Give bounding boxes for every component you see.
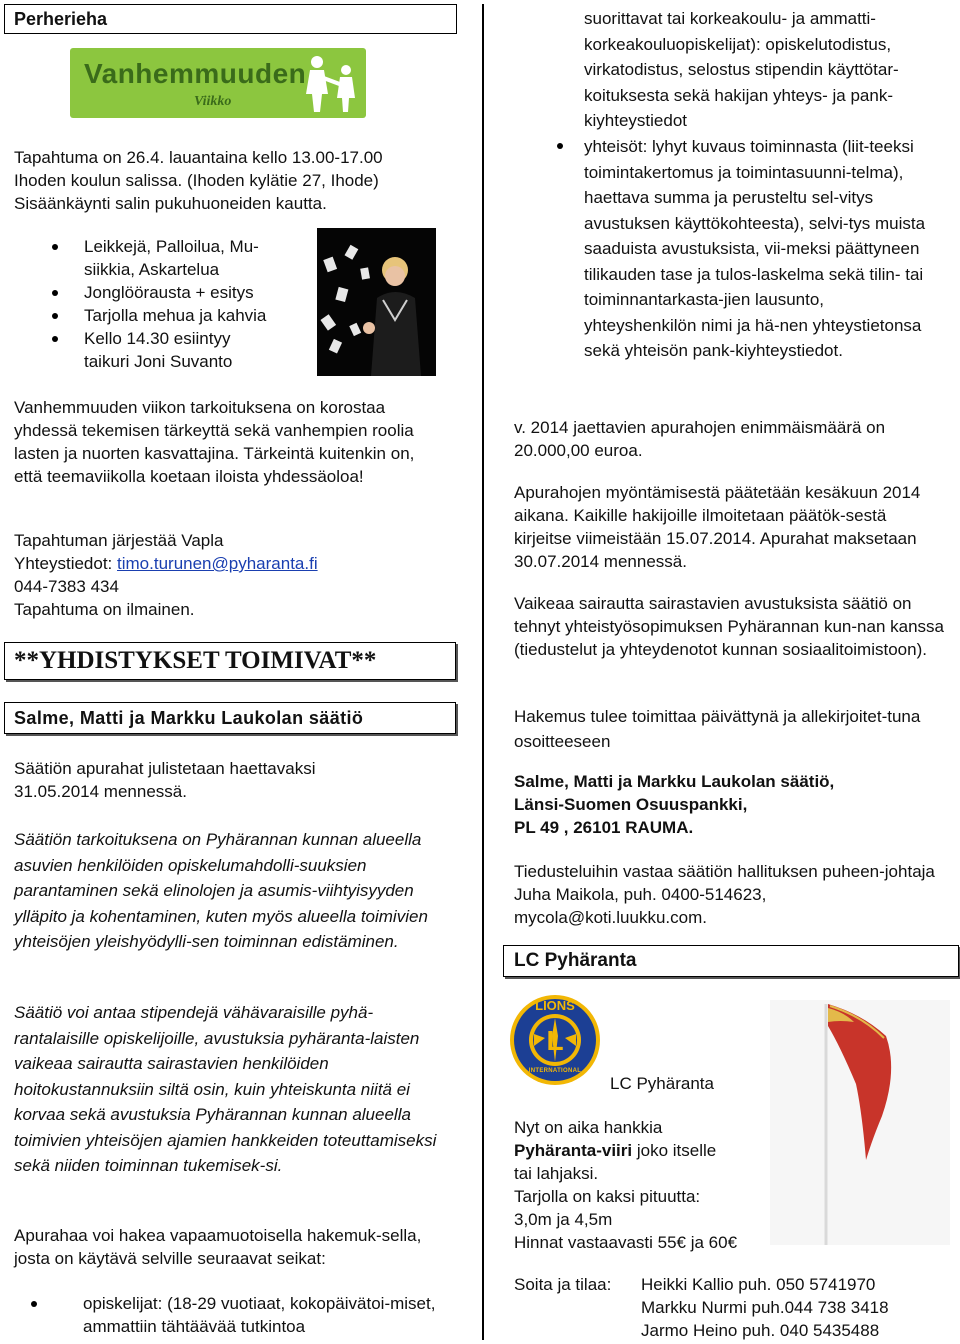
offer-line: Tarjolla on kaksi pituutta: — [514, 1187, 701, 1206]
offer-line: Hinnat vastaavasti 55€ ja 60€ — [514, 1233, 738, 1252]
list-item: Leikkejä, Palloilua, Mu-siikkia, Askartelua — [14, 235, 289, 281]
saatio-heading-box — [4, 702, 456, 734]
illness-agreement: Vaikeaa sairautta sairastavien avustuksista säätiö on tehnyt yhteistyösopimuksen Pyhärannan kun-nan kanssa (tiedustelut ja yhteydenotot kunnan sosiaalitoimistoon). — [514, 594, 944, 659]
contact-line: Yhteystiedot: timo.turunen@pyharanta.fi — [14, 554, 318, 573]
organizer: Tapahtuman järjestää Vapla — [14, 531, 224, 550]
lions-heading-box — [503, 945, 959, 977]
lions-logo — [509, 994, 601, 1086]
submit-info: Hakemus tulee toimittaa päivättynä ja allekirjoitet-tuna osoitteeseen — [514, 707, 921, 751]
list-item: Jonglöörausta + esitys — [14, 281, 309, 304]
event-program — [14, 235, 309, 373]
offer-line: Pyhäranta-viiri joko itselle — [514, 1141, 717, 1160]
contact-email-link[interactable]: timo.turunen@pyharanta.fi — [117, 554, 318, 573]
organizer-info — [14, 529, 454, 621]
saatio-heading: Salme, Matti ja Markku Laukolan säätiö — [14, 708, 364, 728]
lions-logo-bottom: INTERNATIONAL — [528, 1068, 582, 1074]
offer-line: 3,0m ja 4,5m — [514, 1210, 613, 1229]
contact-row — [514, 1319, 954, 1342]
list-item: opiskelijat: (18-29 vuotiaat, kokopäivätoi-miset, ammattiin tähtäävää tutkintoa — [4, 1292, 444, 1338]
order-contacts — [514, 1273, 954, 1342]
logo-subtitle: Viikko — [194, 94, 232, 109]
logo-title: Vanhemmuuden — [84, 58, 307, 89]
postal-address — [514, 770, 944, 839]
pennant-offer — [514, 1116, 814, 1254]
list-item: yhteisöt: lyhyt kuvaus toiminnasta (liit-teeksi toimintakertomus ja toimintasuunni-telma), haettava summa ja perusteltu sel-vitys avustuksen käyttökohteesta), selvi-tys muista saaduista avustuksista, vii-meksi päättyneen tilikauden tase ja tulos-laskelma sekä tilin- tai toiminnantarkasta-jien lausunto, yhteyshenkilön nimi ja hä-nen yhteystietonsa sekä yhteisön pank-kiyhteystiedot. — [530, 134, 950, 364]
event-line: Tapahtuma on 26.4. lauantaina kello 13.00-17.00 — [14, 148, 383, 167]
offer-line: tai lahjaksi. — [514, 1164, 599, 1183]
saatio-grants: Säätiö voi antaa stipendejä vähävaraisille pyhä-rantalaisille opiskelijoille, avustuksia pyhäranta-laisten vaikeaa sairautta sairastavien henkilöiden hoitokustannuksiin siltä osin, kuin yhteiskunta niitä ei korvaa sekä avustuksia Pyhärannan kunnan alueella toimivien yhteisöjen ajamien hankkeiden toteuttamiseksi sekä niiden toiminnan tukemisek-si. — [14, 1003, 437, 1175]
phone: 044-7383 434 — [14, 577, 119, 596]
address-line: Salme, Matti ja Markku Laukolan säätiö, — [514, 772, 835, 791]
order-label: Soita ja tilaa: — [514, 1275, 612, 1294]
saatio-announce: Säätiön apurahat julistetaan haettavaksi 31.05.2014 mennessä. — [14, 759, 316, 801]
list-item: Tarjolla mehua ja kahvia — [14, 304, 309, 327]
contact-row — [514, 1296, 954, 1319]
lions-logo-letter: L — [546, 1025, 564, 1056]
magician-photo — [317, 228, 436, 376]
students-bullet-start — [4, 1292, 444, 1344]
column-divider — [482, 4, 484, 1340]
grant-decision: Apurahojen myöntämisestä päätetään kesäkuun 2014 aikana. Kaikille hakijoille ilmoitetaan päätök-sestä kirjeitse viimeistään 15.07.2014. Apurahat maksetaan 30.07.2014 mennessä. — [514, 483, 921, 571]
magician-icon — [317, 228, 436, 376]
vanhemmuuden-logo — [70, 48, 366, 118]
free-note: Tapahtuma on ilmainen. — [14, 600, 195, 619]
product-name: Pyhäranta-viiri — [514, 1141, 633, 1160]
students-bullet-continued: suorittavat tai korkeakoulu- ja ammatti-korkeakouluopiskelijat): opiskelutodistus, virkatodistus, selostus stipendin käyttötar-koituksesta sekä hakijan yhteys- ja pank-kiyhteystiedot — [584, 9, 899, 130]
offer-line: Nyt on aika hankkia — [514, 1118, 663, 1137]
perherieha-heading: Perherieha — [14, 9, 108, 29]
perherieha-heading-box — [4, 4, 457, 34]
address-line: Länsi-Suomen Osuuspankki, — [514, 795, 748, 814]
event-line: Ihoden koulun salissa. (Ihoden kylätie 27, Ihode) — [14, 171, 379, 190]
saatio-apply: Apurahaa voi hakea vapaamuotoisella hakemuk-sella, josta on käytävä selville seuraavat seikat: — [14, 1226, 422, 1268]
lions-heading: LC Pyhäranta — [514, 950, 637, 971]
communities-bullet — [530, 134, 950, 370]
yhdistykset-heading: **YHDISTYKSET TOIMIVAT** — [14, 647, 377, 674]
event-line: Sisäänkäynti salin pukuhuoneiden kautta. — [14, 194, 327, 213]
address-line: PL 49 , 26101 RAUMA. — [514, 818, 694, 837]
grant-max: v. 2014 jaettavien apurahojen enimmäismäärä on 20.000,00 euroa. — [514, 418, 886, 460]
contact-person: Jarmo Heino puh. 040 5435488 — [641, 1321, 880, 1340]
list-item: Kello 14.30 esiintyy taikuri Joni Suvanto — [14, 327, 279, 373]
event-info — [14, 146, 474, 215]
contact-person: Markku Nurmi puh.044 738 3418 — [641, 1298, 889, 1317]
purpose-text: Vanhemmuuden viikon tarkoituksena on korostaa yhdessä tekemisen tärkeyttä sekä vanhempien roolia lasten ja nuorten kasvattajina. Tärkeintä kuitenkin on, että teemaviikolla koetaan iloista yhdessäoloa! — [14, 398, 415, 486]
contact-person: Heikki Kallio puh. 050 5741970 — [641, 1275, 876, 1294]
saatio-purpose: Säätiön tarkoituksena on Pyhärannan kunnan alueella asuvien henkilöiden opiskelumahdolli-suuksien parantaminen sekä elinolojen ja asumis-viihtyisyyden ylläpito ja kohentaminen, kuten myös alueella toimivien yhteisöjen yleishyödylli-sen toiminnan edistäminen. — [14, 830, 428, 951]
contact-row — [514, 1273, 954, 1296]
lions-caption: LC Pyhäranta — [610, 1074, 714, 1093]
inquiries: Tiedusteluihin vastaa säätiön hallituksen puheen-johtaja Juha Maikola, puh. 0400-514623, mycola@koti.luukku.com. — [514, 862, 935, 927]
lions-logo-top: LIONS — [535, 998, 575, 1013]
yhdistykset-heading-box — [4, 642, 456, 680]
